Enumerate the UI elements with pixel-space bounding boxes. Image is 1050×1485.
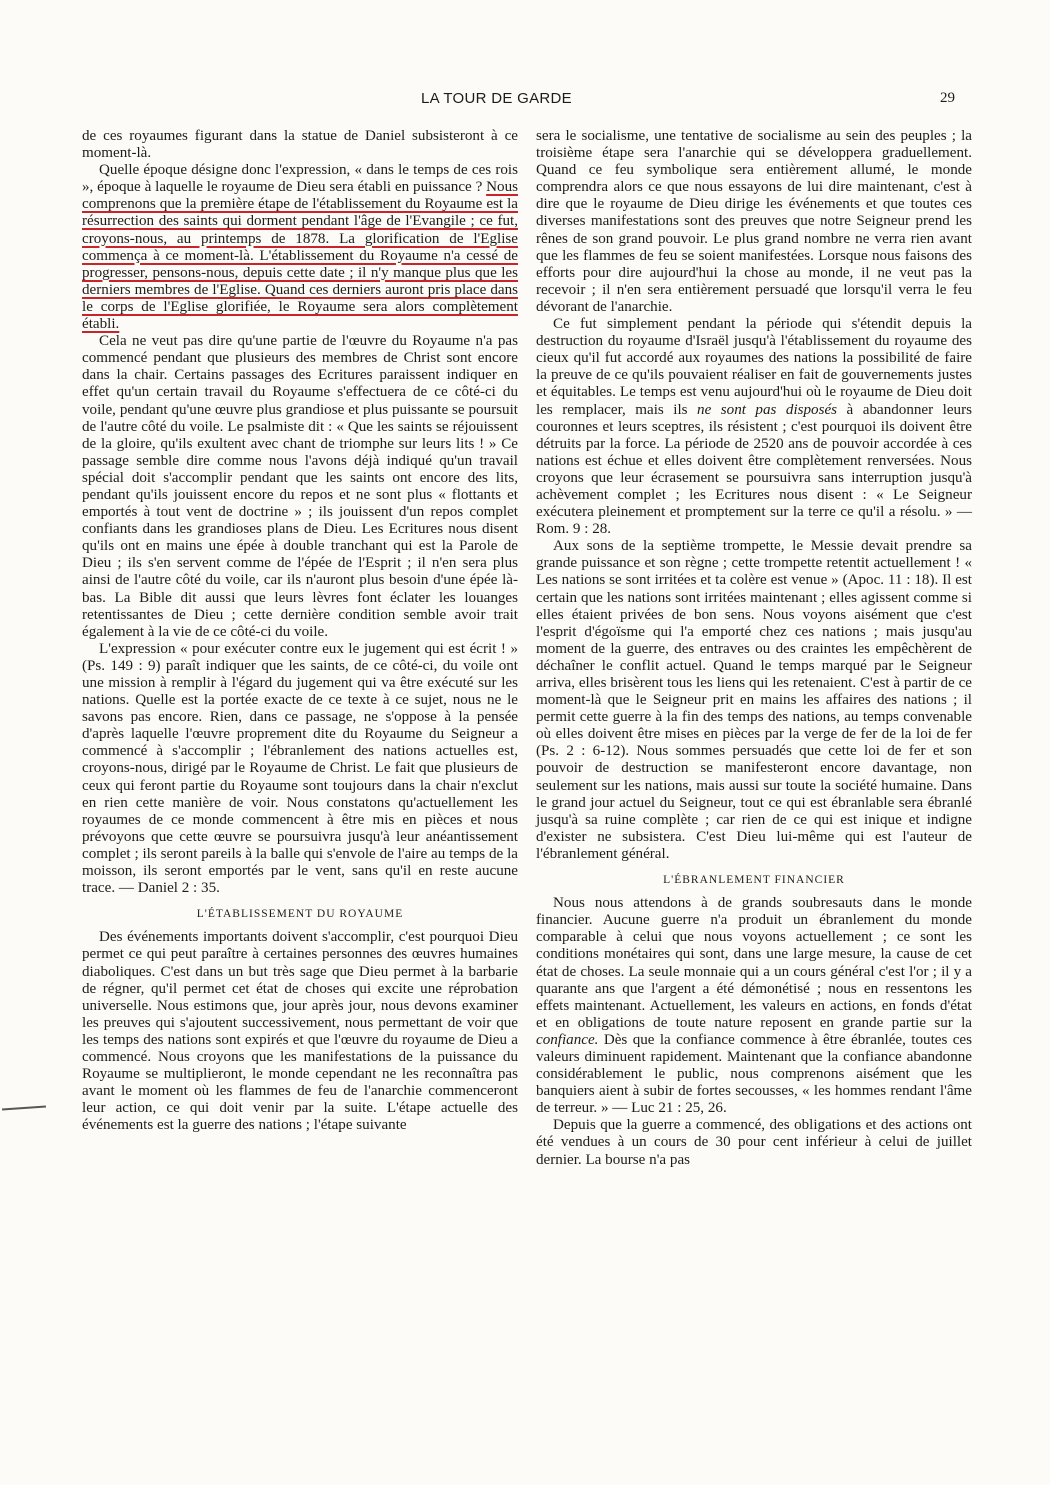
- left-column: [82, 128, 518, 1134]
- page-number: 29: [940, 90, 955, 106]
- emphasis-text: ne sont pas disposés: [697, 401, 838, 418]
- section-heading: L'ÉBRANLEMENT FINANCIER: [663, 874, 845, 887]
- paragraph: [536, 316, 972, 538]
- emphasis-text: confiance.: [536, 1031, 599, 1048]
- right-column: [536, 128, 972, 1169]
- running-title: LA TOUR DE GARDE: [421, 90, 572, 107]
- margin-pen-mark: [2, 1105, 46, 1110]
- paragraph-text: Ce fut simplement pendant la période qui s'étendit depuis la destruction du royaume d'Israël jusqu'à l'établissement du royaume des cieux qu'il fut accordé aux royaumes des nations la possibilité de faire la preuve de ce qu'ils pouvaient réaliser en fait de gouvernements justes et équitables. Le temps est venu aujourd'hui où le royaume de Dieu doit les remplacer, mais ils: [536, 316, 972, 418]
- underlined-passage: Nous comprenons que la première étape de l'établissement du Royaume est la résurrection des saints qui dorment pendant l'âge de l'Evangile ; ce fut, croyons-nous, au printemps de 1878. La glorification de l'Eglise commença à ce moment-là. L'établissement du Royaume n'a cessé de progresser, pensons-nous, depuis cette date ; il n'y manque plus que les derniers membres de l'Eglise. Quand ces derniers auront pris place dans le corps de l'Eglise glorifiée, le Royaume sera alors complètement établi.: [82, 179, 518, 333]
- page-header: [0, 90, 1050, 112]
- paragraph: Des événements importants doivent s'accomplir, c'est pourquoi Dieu permet ce qui peut paraître à certaines personnes des œuvres humaines diaboliques. C'est dans un but très sage que Dieu permet à la barbarie de régner, qu'il permet cet état de choses qui excite une réprobation universelle. Nous estimons que, jour après jour, nous devons examiner les preuves qui s'ajoutent successivement, nous permettant de voir que les temps des nations sont expirés et que l'œuvre du royaume de Dieu a commencé. Nous croyons que les manifestations de la puissance du Royaume se multiplieront, le monde cependant ne les reconnaîtra pas avant le moment où les flammes de feu de l'anarchie commenceront leur action, ce qui doit venir par la suite. L'étape actuelle des événements est la guerre des nations ; l'étape suivante: [82, 929, 518, 1134]
- paragraph-text: à abandonner leurs couronnes et leurs sceptres, ils résistent ; c'est pourquoi ils doivent être détruits par la force. La période de 2520 ans de pouvoir accordée à ces nations est échue et elles doivent être complètement renversées. Nous croyons que leur écrasement se poursuivra sans interruption jusqu'à achèvement complet ; les Ecritures nous disent : « Le Seigneur exécutera pleinement et promptement sur la terre ce qu'il a résolu. » — Rom. 9 : 28.: [536, 401, 972, 538]
- paragraph-text: Nous nous attendons à de grands soubresauts dans le monde financier. Aucune guerre n'a produit un ébranlement du monde comparable à celui que nous voyons actuellement ; ce sont les conditions monétaires qui sont, dans une large mesure, la cause de cet état de choses. La seule monnaie qui a un cours général c'est l'or ; il y a quarante ans que l'argent a été démonétisé ; nous en ressentons les effets maintenant. Actuellement, les valeurs en actions, en fonds d'état et en obligations de toute nature reposent en grande partie sur la: [536, 895, 972, 1031]
- paragraph: L'expression « pour exécuter contre eux le jugement qui est écrit ! » (Ps. 149 : 9) paraît indiquer que les saints, de ce côté-ci, du voile ont une mission à remplir à l'égard du jugement qui va être exécuté sur les nations. Quelle est la portée exacte de ce texte à ce sujet, nous ne le savons pas encore. Rien, dans ce passage, ne s'oppose à la pensée d'après laquelle l'œuvre proprement dite du Royaume du Seigneur a commencé à s'accomplir ; l'ébranlement des nations actuelles est, croyons-nous, dirigé par le Royaume de Christ. Le fait que plusieurs de ceux qui feront partie du Royaume sont toujours dans la chair n'exclut en rien cette manière de voir. Nous constatons qu'actuellement les royaumes de ce monde commencent à être mis en pièces et nous prévoyons que cette œuvre se poursuivra jusqu'à leur anéantissement complet ; ils seront pareils à la balle qui s'envole de l'aire au temps de la moisson, ils seront emportés par le vent, sans qu'il en reste aucune trace. — Daniel 2 : 35.: [82, 640, 518, 897]
- paragraph-text: Dès que la confiance commence à être ébranlée, toutes ces valeurs diminuent rapidement. Maintenant que la confiance abandonne considérablement le public, nous comprenons aisément que les banquiers aient à subir de fortes secousses, « les hommes rendant l'âme de terreur. » — Luc 21 : 25, 26.: [536, 1031, 972, 1117]
- paragraph: Cela ne veut pas dire qu'une partie de l'œuvre du Royaume n'a pas commencé pendant que plusieurs des membres de Christ sont encore dans la chair. Certains passages des Ecritures paraissent indiquer en effet qu'un certain travail du Royaume s'effectuera de ce côté-ci du voile, pendant qu'une œuvre plus grandiose et plus puissante se poursuit de l'autre côté du voile. Le psalmiste dit : « Que les saints se réjouissent de la gloire, qu'ils exultent avec chant de triomphe sur leurs lits ! » Ce passage semble dire comme nous l'avons déjà indiqué qu'un travail spécial doit s'accomplir pendant que les saints ont encore des lits, pendant qu'ils jouissent encore du repos et ne sont plus « flottants et emportés à tout vent de doctrine » ; ils jouissent d'un repos complet confiants dans les grandioses plans de Dieu. Les Ecritures nous disent qu'ils ont en mains une épée à double tranchant qui est la Parole de Dieu ; ils s'en servent comme de l'épée de l'Esprit ; il n'en sera plus ainsi de l'autre côté du voile, car ils n'auront plus besoin d'une épée là-bas. La Bible dit aussi que leurs lèvres font éclater les louanges retentissantes de Dieu ; cette dernière condition semble avoir trait également à la vie de ce côté-ci du voile.: [82, 333, 518, 640]
- paragraph: de ces royaumes figurant dans la statue de Daniel subsisteront à ce moment-là.: [82, 128, 518, 162]
- section-heading: L'ÉTABLISSEMENT DU ROYAUME: [196, 908, 404, 921]
- paragraph: Depuis que la guerre a commencé, des obligations et des actions ont été vendues à un cours de 30 pour cent inférieur à celui de juillet dernier. La bourse n'a pas: [536, 1117, 972, 1168]
- paragraph: Aux sons de la septième trompette, le Messie devait prendre sa grande puissance et son règne ; cette trompette retentit actuellement ! « Les nations se sont irritées et ta colère est venue » (Apoc. 11 : 18). Il est certain que les nations sont irritées maintenant ; elles agissent comme si elles étaient privées de bon sens. Nous voyons aisément que c'est l'esprit d'égoïsme qui l'a emporté chez ces nations ; mais jusqu'au moment de la guerre, des entraves ou des craintes les empêchèrent de déchaîner le conflit actuel. Quand le temps marqué par le Seigneur arriva, elles brisèrent tous les liens qui les retenaient. C'est à partir de ce moment-là que le Seigneur prit en mains les affaires des nations ; il permit cette guerre à la fin des temps des nations, au temps convenable où elles doivent être mises en pièces par la verge de fer de la loi de fer (Ps. 2 : 6-12). Nous sommes persuadés que cette loi de fer et son pouvoir de destruction se manifesteront encore davantage, non seulement sur les nations, mais aussi sur toute la société humaine. Dans le grand jour actuel du Seigneur, tout ce qui est ébranlable sera ébranlé jusqu'à sa ruine complète ; car rien de ce qui est inique et indigne d'exister ne subsistera. C'est Dieu lui-même qui est l'auteur de l'ébranlement général.: [536, 538, 972, 862]
- paragraph: sera le socialisme, une tentative de socialisme au sein des peuples ; la troisième étape sera l'anarchie qui se développera graduellement. Quand ce feu symbolique sera entièrement allumé, le monde comprendra alors ce que nous essayons de lui dire maintenant, c'est à dire que le royaume de Dieu dirige les événements et que toutes ces diverses manifestations sont des preuves que notre Seigneur prend les rênes de son grand pouvoir. Le plus grand nombre ne verra rien avant que les flammes de feu se soient manifestées. Lorsque nous faisons des efforts pour dire aujourd'hui la chose au monde, il ne veut pas la recevoir ; il n'en sera entièrement persuadé que lorsqu'il verra le feu dévorant de l'anarchie.: [536, 128, 972, 315]
- paragraph: [82, 162, 518, 333]
- paragraph-text: Quelle époque désigne donc l'expression, « dans le temps de ces rois », époque à laquelle le royaume de Dieu sera établi en puissance ?: [82, 162, 518, 196]
- paragraph: [536, 895, 972, 1117]
